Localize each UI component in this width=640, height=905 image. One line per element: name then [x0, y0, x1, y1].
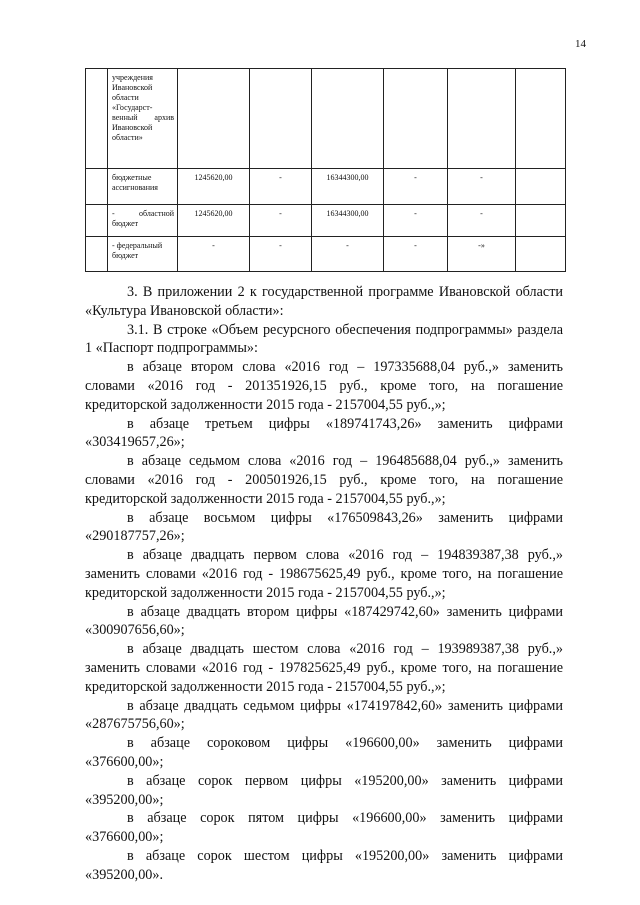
table-row — [86, 69, 566, 169]
table-cell — [516, 237, 566, 272]
table-cell — [384, 69, 448, 169]
table-cell: 1245620,00 — [178, 205, 250, 237]
table-row — [86, 205, 566, 237]
paragraph: в абзаце сорок пятом цифры «196600,00» заменить цифрами «376600,00»; — [85, 810, 563, 846]
paragraph: в абзаце третьем цифры «189741743,26» заменить цифрами «303419657,26»; — [85, 415, 563, 451]
document-body — [85, 283, 563, 885]
table-cell — [250, 69, 312, 169]
table-cell — [516, 69, 566, 169]
paragraph: в абзаце двадцать втором цифры «187429742,60» заменить цифрами «300907656,60»; — [85, 603, 563, 639]
table-cell-index — [86, 169, 108, 205]
table-cell: - — [384, 237, 448, 272]
paragraph: в абзаце двадцать первом слова «2016 год – 194839387,38 руб.,» заменить словами «2016 год - 198675625,49 руб., кроме того, на погашение кредиторской задолженности 2015 года - 2157004,55 руб.,»; — [85, 547, 563, 601]
paragraph: в абзаце сороковом цифры «196600,00» заменить цифрами «376600,00»; — [85, 735, 563, 770]
paragraph: в абзаце двадцать седьмом цифры «174197842,60» заменить цифрами «287675756,60»; — [85, 697, 563, 733]
paragraph: в абзаце сорок шестом цифры «195200,00» заменить цифрами «395200,00». — [85, 847, 563, 883]
table-cell: - — [250, 169, 312, 205]
paragraph: в абзаце восьмом цифры «176509843,26» заменить цифрами «290187757,26»; — [85, 509, 563, 545]
table-cell: - — [250, 237, 312, 272]
table-cell: -» — [448, 237, 516, 272]
table-cell — [516, 205, 566, 237]
table-cell — [312, 69, 384, 169]
table-row-label: - федеральный бюджет — [108, 237, 178, 272]
table-cell — [448, 69, 516, 169]
table-cell: - — [384, 205, 448, 237]
table-cell: - — [448, 169, 516, 205]
table-cell-index — [86, 237, 108, 272]
paragraph: в абзаце седьмом слова «2016 год – 196485688,04 руб.,» заменить словами «2016 год - 200501926,15 руб., кроме того, на погашение кредиторской задолженности 2015 года - 2157004,55 руб.,»; — [85, 453, 563, 507]
table-cell: 1245620,00 — [178, 169, 250, 205]
table-cell: - — [312, 237, 384, 272]
table-cell: 16344300,00 — [312, 169, 384, 205]
paragraph: в абзаце сорок первом цифры «195200,00» заменить цифрами «395200,00»; — [85, 772, 563, 808]
table-cell: - — [178, 237, 250, 272]
paragraph: 3.1. В строке «Объем ресурсного обеспечения подпрограммы» раздела 1 «Паспорт подпрограммы»: — [85, 321, 563, 357]
paragraph: в абзаце двадцать шестом слова «2016 год – 193989387,38 руб.,» заменить словами «2016 год - 197825625,49 руб., кроме того, на погашение кредиторской задолженности 2015 года - 2157004,55 руб.,»; — [85, 641, 563, 695]
table-cell-index — [86, 205, 108, 237]
table-cell-index — [86, 69, 108, 169]
table-row-label: учреждения Ивановской области «Государст- венный архив Ивановской области» — [108, 69, 178, 169]
table-cell — [516, 169, 566, 205]
table-cell: 16344300,00 — [312, 205, 384, 237]
table-cell: - — [384, 169, 448, 205]
table-row-label: бюджетные ассигнования — [108, 169, 178, 205]
paragraph: в абзаце втором слова «2016 год – 197335688,04 руб.,» заменить словами «2016 год - 201351926,15 руб., кроме того, на погашение кредиторской задолженности 2015 года - 2157004,55 руб.,»; — [85, 359, 563, 413]
table-row — [86, 237, 566, 272]
table-row-label: - областной бюджет — [108, 205, 178, 237]
table-cell: - — [448, 205, 516, 237]
table-cell: - — [250, 205, 312, 237]
paragraph: 3. В приложении 2 к государственной программе Ивановской области «Культура Ивановской области»: — [85, 284, 563, 319]
table-row — [86, 169, 566, 205]
budget-table — [85, 68, 566, 272]
table-cell — [178, 69, 250, 169]
page-number: 14 — [575, 38, 586, 50]
